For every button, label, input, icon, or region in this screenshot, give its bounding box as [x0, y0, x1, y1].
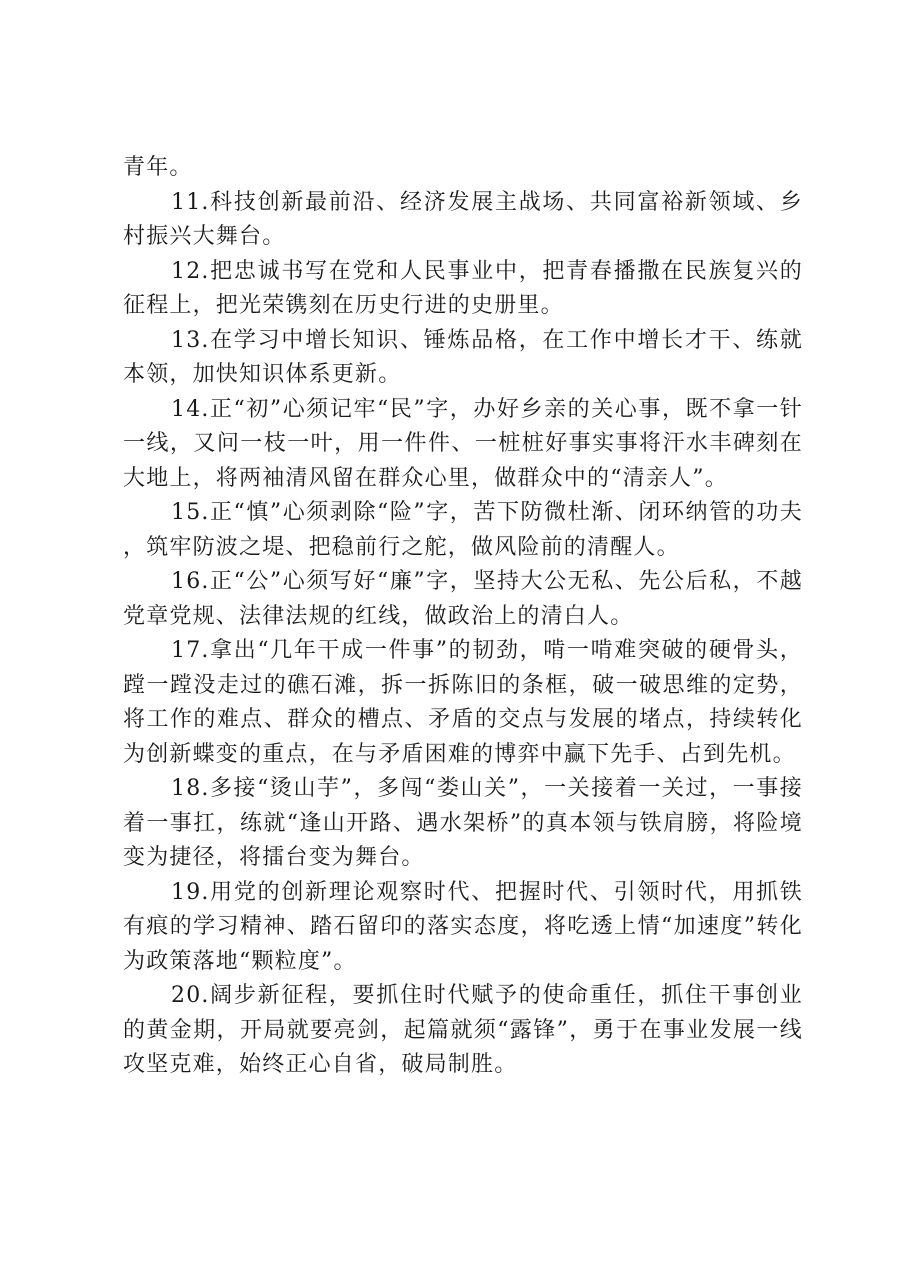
- paragraph-item-16: 16.正“公”心须写好“廉”字，坚持大公无私、先公后私，不越党章党规、法律法规的红线，做政治上的清白人。: [123, 569, 803, 629]
- paragraph-item-15: 15.正“慎”心须剥除“险”字，苦下防微杜渐、闭环纳管的功夫，筑牢防波之堤、把稳前行之舵，做风险前的清醒人。: [123, 500, 803, 560]
- paragraph-item-19: 19.用党的创新理论观察时代、把握时代、引领时代，用抓铁有痕的学习精神、踏石留印的落实态度，将吃透上情“加速度”转化为政策落地“颗粒度”。: [123, 879, 803, 974]
- paragraph-item-17: 17.拿出“几年干成一件事”的韧劲，啃一啃难突破的硬骨头，蹚一蹚没走过的礁石滩，拆一拆陈旧的条框，破一破思维的定势，将工作的难点、群众的槽点、矛盾的交点与发展的堵点，持续转化为创新蝶变的重点，在与矛盾困难的博弈中赢下先手、占到先机。: [123, 638, 803, 767]
- paragraph-item-20: 20.阔步新征程，要抓住时代赋予的使命重任，抓住干事创业的黄金期，开局就要亮剑，起篇就须“露锋”，勇于在事业发展一线攻坚克难，始终正心自省，破局制胜。: [123, 983, 803, 1077]
- paragraph-continuation: 青年。: [123, 155, 193, 180]
- paragraph-item-13: 13.在学习中增长知识、锤炼品格，在工作中增长才干、练就本领，加快知识体系更新。: [123, 327, 803, 387]
- paragraph-item-11: 11.科技创新最前沿、经济发展主战场、共同富裕新领域、乡村振兴大舞台。: [123, 189, 803, 249]
- paragraph-item-12: 12.把忠诚书写在党和人民事业中，把青春播撒在民族复兴的征程上，把光荣镌刻在历史行进的史册里。: [123, 258, 803, 318]
- document-body: [123, 151, 803, 1083]
- paragraph-item-14: 14.正“初”心须记牢“民”字，办好乡亲的关心事，既不拿一针一线，又问一枝一叶，用一件件、一桩桩好事实事将汗水丰碑刻在大地上，将两袖清风留在群众心里，做群众中的“清亲人”。: [123, 396, 803, 491]
- paragraph-item-18: 18.多接“烫山芋”，多闯“娄山关”，一关接着一关过，一事接着一事扛，练就“逢山开路、遇水架桥”的真本领与铁肩膀，将险境变为捷径，将擂台变为舞台。: [123, 776, 803, 870]
